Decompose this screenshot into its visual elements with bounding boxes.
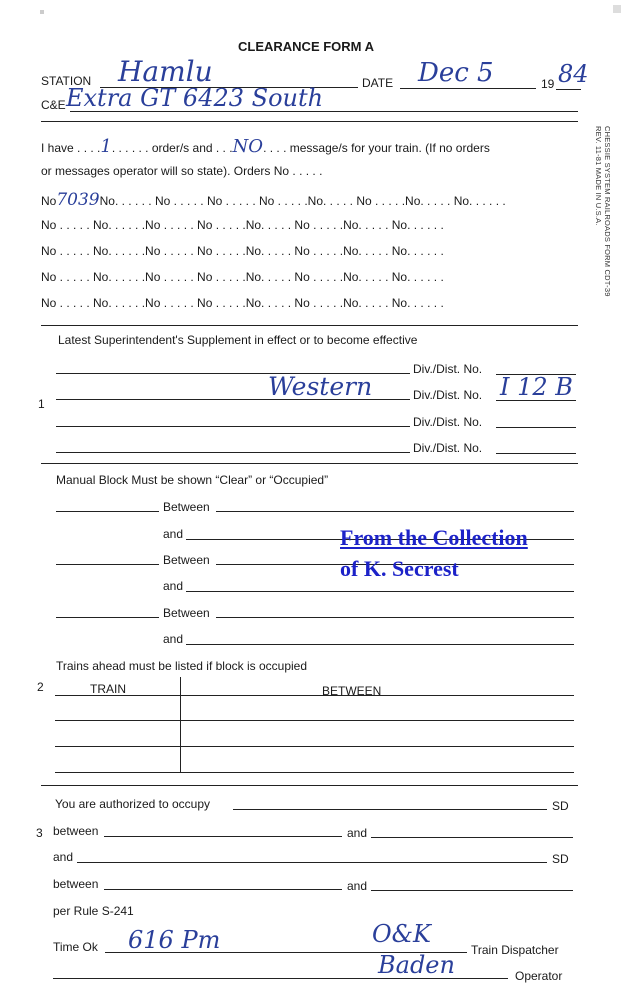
supplement-line xyxy=(56,426,410,427)
authorized-label: You are authorized to occupy xyxy=(55,797,210,811)
block-line-left xyxy=(56,511,159,512)
div-label: Div./Dist. No. xyxy=(413,441,483,455)
and-label: and xyxy=(347,879,368,893)
and-label: and xyxy=(163,579,184,593)
col-train-header: TRAIN xyxy=(90,682,126,696)
train-value: Extra GT 6423 South xyxy=(66,84,324,112)
between-label: Between xyxy=(163,606,210,620)
section-number-2: 2 xyxy=(37,680,44,694)
per-rule-label: per Rule S-241 xyxy=(53,904,134,918)
order-row: No . . . . . No. . . . . .No . . . . . No . . . . .No. . . . . No . . . . .No. . . . . No. . . . . . xyxy=(41,244,444,258)
order-row: No . . . . . No. . . . . .No . . . . . No . . . . .No. . . . . No . . . . .No. . . . . No. . . . . . xyxy=(41,270,444,284)
and-label: and xyxy=(53,850,74,864)
between-label: between xyxy=(53,824,99,838)
order-row: No . . . . . No. . . . . .No . . . . . No . . . . .No. . . . . No . . . . .No. . . . . No. . . . . . xyxy=(41,296,444,310)
table-header-line xyxy=(55,695,574,696)
authority-line xyxy=(104,836,342,837)
div-label: Div./Dist. No. xyxy=(413,362,483,376)
year-prefix: 19 xyxy=(541,77,555,91)
time-ok-value: 616 Pm xyxy=(128,926,221,954)
supplement-heading: Latest Superintendent's Supplement in effect or to become effective xyxy=(58,333,418,347)
station-value: Hamlu xyxy=(118,55,213,88)
trains-ahead-heading: Trains ahead must be listed if block is occupied xyxy=(56,659,308,673)
watermark-line-2: of K. Secrest xyxy=(340,556,459,581)
orders-text-a: I have . . . . xyxy=(41,141,101,155)
order-row-rest: No. . . . . . No . . . . . No . . . . . No . . . . .No. . . . . No . . . . .No. . . . . No. . . . . . xyxy=(99,194,506,208)
block-line xyxy=(216,511,574,512)
col-between-header: BETWEEN xyxy=(322,684,382,698)
authority-line xyxy=(104,889,342,890)
div-label: Div./Dist. No. xyxy=(413,415,483,429)
form-number-text: CHESSIE SYSTEM RAILROADS FORM CDT-39 xyxy=(603,126,612,297)
messages-count: NO xyxy=(232,136,264,157)
authority-line xyxy=(233,809,547,810)
div-line xyxy=(496,427,576,428)
supplement-line xyxy=(56,452,410,453)
divider xyxy=(41,121,578,122)
first-order-number: 7039 xyxy=(56,190,100,210)
divider xyxy=(41,325,578,326)
orders-line-2: or messages operator will so state). Orders No . . . . . xyxy=(41,164,323,178)
table-column-divider xyxy=(180,677,181,773)
division-value: Western xyxy=(268,372,373,401)
time-ok-label: Time Ok xyxy=(53,940,98,954)
between-label: Between xyxy=(163,500,210,514)
div-line xyxy=(496,453,576,454)
orders-line-1 xyxy=(41,138,490,156)
div-label: Div./Dist. No. xyxy=(413,388,483,402)
divider xyxy=(41,785,578,786)
table-row-line xyxy=(55,720,574,721)
section-number-3: 3 xyxy=(36,826,43,840)
block-line xyxy=(186,644,574,645)
authority-line xyxy=(371,890,573,891)
dispatcher-value: O&K xyxy=(372,920,431,948)
operator-value: Baden xyxy=(378,951,455,979)
sd-label: SD xyxy=(552,852,569,866)
form-rev-text: REV. 11-81 MADE IN U.S.A. xyxy=(594,126,603,226)
order-row-first xyxy=(41,192,581,209)
date-value: Dec 5 xyxy=(418,58,494,88)
year-value: 84 xyxy=(558,60,589,88)
station-label: STATION xyxy=(41,74,92,88)
block-line xyxy=(216,617,574,618)
block-line-left xyxy=(56,564,159,565)
section-number-1: 1 xyxy=(38,397,45,411)
divider xyxy=(41,463,578,464)
authority-line xyxy=(371,837,573,838)
watermark-line-1: From the Collection xyxy=(340,525,528,550)
block-line-left xyxy=(56,617,159,618)
and-label: and xyxy=(163,527,184,541)
operator-label: Operator xyxy=(515,969,563,983)
form-title: CLEARANCE FORM A xyxy=(238,39,375,54)
table-row-line xyxy=(55,772,574,773)
manual-block-heading: Manual Block Must be shown “Clear” or “Occupied” xyxy=(56,473,329,487)
orders-text-b: . . . . . . order/s and . . . xyxy=(111,141,233,155)
order-row-start: No xyxy=(41,194,57,208)
table-row-line xyxy=(55,746,574,747)
order-row: No . . . . . No. . . . . .No . . . . . No . . . . .No. . . . . No . . . . .No. . . . . No. . . . . . xyxy=(41,218,444,232)
sd-label: SD xyxy=(552,799,569,813)
orders-text-c: . . . . message/s for your train. (If no orders xyxy=(263,141,490,155)
authority-line xyxy=(77,862,547,863)
and-label: and xyxy=(163,632,184,646)
between-label: between xyxy=(53,877,99,891)
and-label: and xyxy=(347,826,368,840)
year-line xyxy=(556,89,581,90)
between-label: Between xyxy=(163,553,210,567)
corner-mark xyxy=(613,5,621,13)
corner-mark xyxy=(40,10,44,14)
date-line xyxy=(400,88,536,89)
railroad-label: C&E xyxy=(41,98,66,112)
orders-count: 1 xyxy=(100,136,112,157)
block-line xyxy=(186,591,574,592)
date-label: DATE xyxy=(362,76,394,90)
dispatcher-label: Train Dispatcher xyxy=(471,943,559,957)
district-value: I 12 B xyxy=(500,373,573,401)
